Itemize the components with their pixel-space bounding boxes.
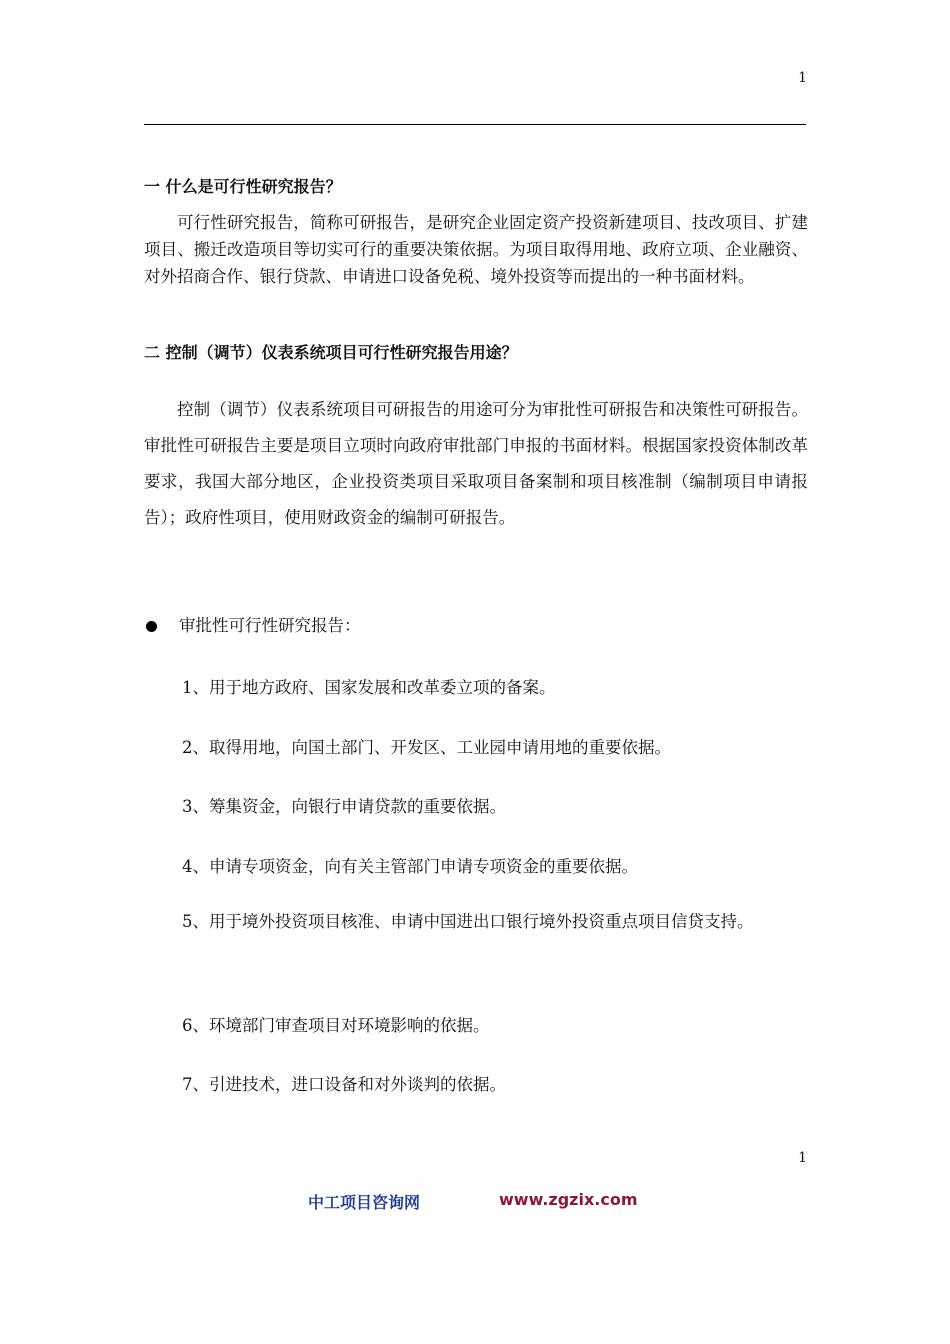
list-item: 7、引进技术，进口设备和对外谈判的依据。 [182, 1075, 506, 1094]
list-item: 4、申请专项资金，向有关主管部门申请专项资金的重要依据。 [182, 857, 638, 876]
list-item: 5、用于境外投资项目核准、申请中国进出口银行境外投资重点项目信贷支持。 [182, 912, 754, 931]
list-item: 6、环境部门审查项目对环境影响的依据。 [182, 1016, 490, 1035]
list-item: 3、筹集资金，向银行申请贷款的重要依据。 [182, 797, 506, 816]
bullet-dot-icon [146, 621, 157, 632]
section-1-heading: 一 什么是可行性研究报告？ [144, 177, 342, 196]
section-1-paragraph: 可行性研究报告，简称可研报告，是研究企业固定资产投资新建项目、技改项目、扩建项目、搬迁改造项目等切实可行的重要决策依据。为项目取得用地、政府立项、企业融资、对外招商合作、银行贷款、申请进口设备免税、境外投资等而提出的一种书面材料。 [144, 213, 808, 286]
list-item: 2、取得用地，向国土部门、开发区、工业园申请用地的重要依据。 [182, 738, 671, 757]
footer-url-link[interactable]: www.zgzix.com [499, 1190, 638, 1209]
section-2-paragraph: 控制（调节）仪表系统项目可研报告的用途可分为审批性可研报告和决策性可研报告。审批性可研报告主要是项目立项时向政府审批部门申报的书面材料。根据国家投资体制改革要求，我国大部分地区，企业投资类项目采取项目备案制和项目核准制（编制项目申请报告）；政府性项目，使用财政资金的编制可研报告。 [144, 400, 808, 527]
bullet-item [144, 612, 361, 636]
footer-site-name: 中工项目咨询网 [308, 1193, 421, 1212]
page-number-bottom: 1 [798, 1150, 807, 1166]
page-number-top: 1 [798, 70, 807, 86]
bullet-label: 审批性可行性研究报告： [179, 616, 361, 635]
section-2-heading: 二 控制（调节）仪表系统项目可行性研究报告用途？ [144, 343, 518, 362]
list-item: 1、用于地方政府、国家发展和改革委立项的备案。 [182, 678, 556, 697]
header-rule [144, 124, 806, 125]
